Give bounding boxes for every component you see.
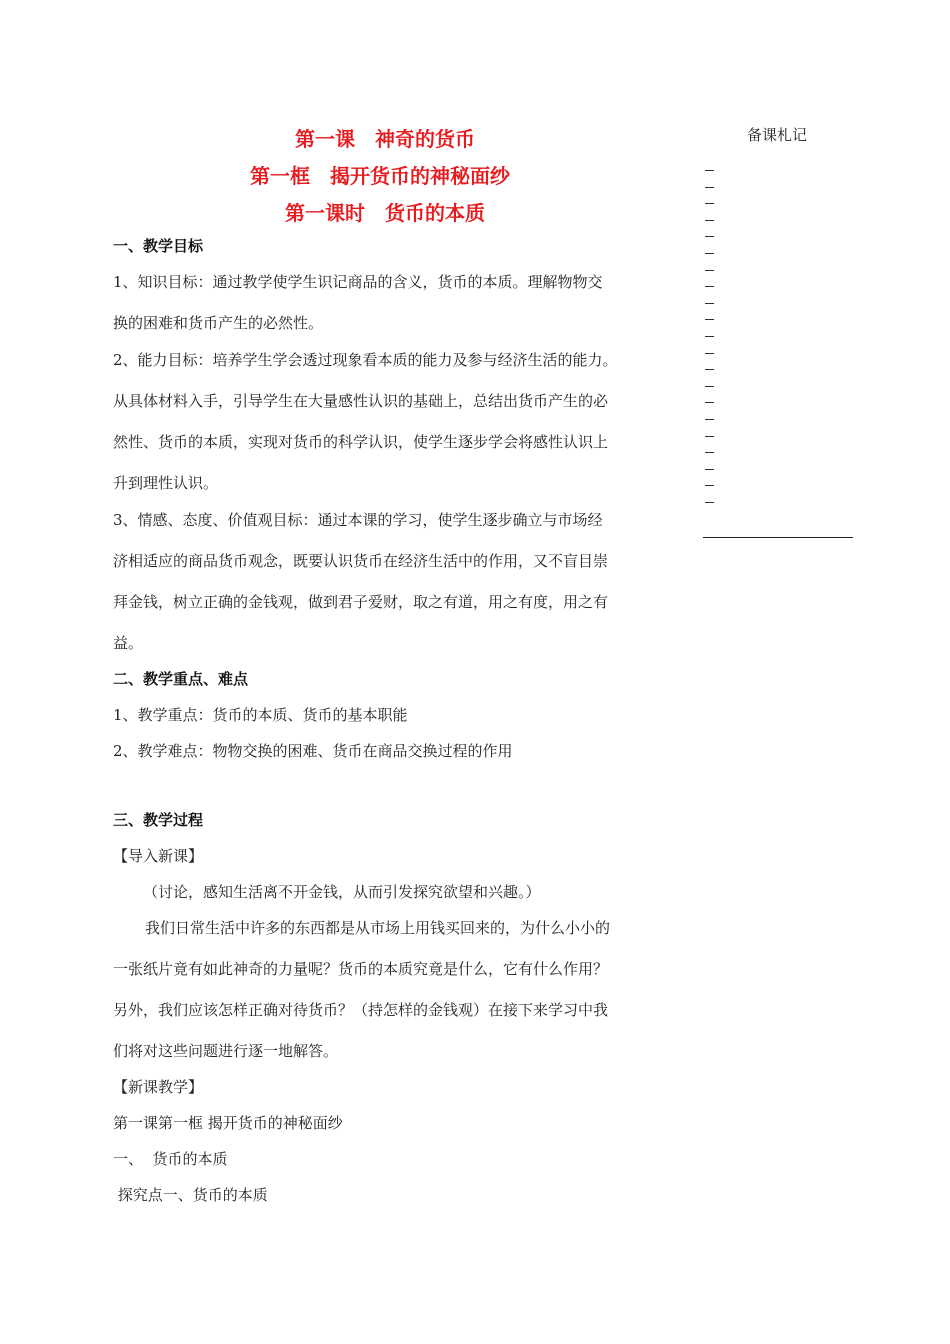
notes-dash <box>705 187 714 188</box>
notes-dash <box>705 170 714 171</box>
goal2-line1: 2、能力目标：培养学生学会透过现象看本质的能力及参与经济生活的能力。 <box>113 351 618 369</box>
intro-line1: 我们日常生活中许多的东西都是从市场上用钱买回来的，为什么小小的 <box>145 919 611 937</box>
new-lesson-line2: 一、 货币的本质 <box>113 1150 228 1168</box>
notes-dash <box>705 436 714 437</box>
notes-dash <box>705 336 714 337</box>
notes-dash <box>705 419 714 420</box>
notes-dash <box>705 303 714 304</box>
goals-heading: 一、教学目标 <box>113 237 204 255</box>
notes-dash <box>705 502 714 503</box>
notes-dash <box>705 353 714 354</box>
goal3-line4: 益。 <box>113 634 144 652</box>
notes-divider <box>703 537 853 538</box>
process-heading: 三、教学过程 <box>113 811 204 829</box>
new-lesson-line1: 第一课第一框 揭开货币的神秘面纱 <box>113 1114 343 1132</box>
period-title: 第一课时 货币的本质 <box>285 201 485 225</box>
notes-dash <box>705 286 714 287</box>
goal3-line1: 3、情感、态度、价值观目标：通过本课的学习，使学生逐步确立与市场经 <box>113 511 603 529</box>
notes-dash <box>705 402 714 403</box>
notes-dash <box>705 253 714 254</box>
new-lesson-label: 【新课教学】 <box>113 1078 204 1096</box>
notes-dash <box>705 203 714 204</box>
intro-line4: 们将对这些问题进行逐一地解答。 <box>113 1042 339 1060</box>
goal2-line3: 然性、货币的本质，实现对货币的科学认识，使学生逐步学会将感性认识上 <box>113 433 609 451</box>
key-points-heading: 二、教学重点、难点 <box>113 670 249 688</box>
notes-dash <box>705 236 714 237</box>
goal1-line2: 换的困难和货币产生的必然性。 <box>113 314 324 332</box>
intro-line2: 一张纸片竟有如此神奇的力量呢？货币的本质究竟是什么，它有什么作用？ <box>113 960 609 978</box>
intro-note: （讨论，感知生活离不开金钱，从而引发探究欲望和兴趣。） <box>143 883 541 901</box>
goal1-line1: 1、知识目标：通过教学使学生识记商品的含义，货币的本质。理解物物交 <box>113 273 603 291</box>
notes-dash <box>705 220 714 221</box>
notes-dash <box>705 270 714 271</box>
notes-dash <box>705 319 714 320</box>
lesson-title: 第一课 神奇的货币 <box>295 127 475 151</box>
key-point-1: 1、教学重点：货币的本质、货币的基本职能 <box>113 706 408 724</box>
goal3-line3: 拜金钱，树立正确的金钱观，做到君子爱财，取之有道，用之有度，用之有 <box>113 593 609 611</box>
notes-dash <box>705 452 714 453</box>
new-lesson-line3: 探究点一、货币的本质 <box>113 1186 268 1204</box>
notes-dash <box>705 386 714 387</box>
key-point-2: 2、教学难点：物物交换的困难、货币在商品交换过程的作用 <box>113 742 513 760</box>
intro-line3: 另外，我们应该怎样正确对待货币？（持怎样的金钱观）在接下来学习中我 <box>113 1001 609 1019</box>
notes-dash <box>705 369 714 370</box>
notes-dash <box>705 485 714 486</box>
notes-label: 备课札记 <box>747 126 808 144</box>
goal3-line2: 济相适应的商品货币观念，既要认识货币在经济生活中的作用，又不盲目崇 <box>113 552 609 570</box>
section-title: 第一框 揭开货币的神秘面纱 <box>250 164 510 188</box>
goal2-line2: 从具体材料入手，引导学生在大量感性认识的基础上，总结出货币产生的必 <box>113 392 609 410</box>
intro-label: 【导入新课】 <box>113 847 204 865</box>
notes-dash <box>705 469 714 470</box>
goal2-line4: 升到理性认识。 <box>113 474 219 492</box>
